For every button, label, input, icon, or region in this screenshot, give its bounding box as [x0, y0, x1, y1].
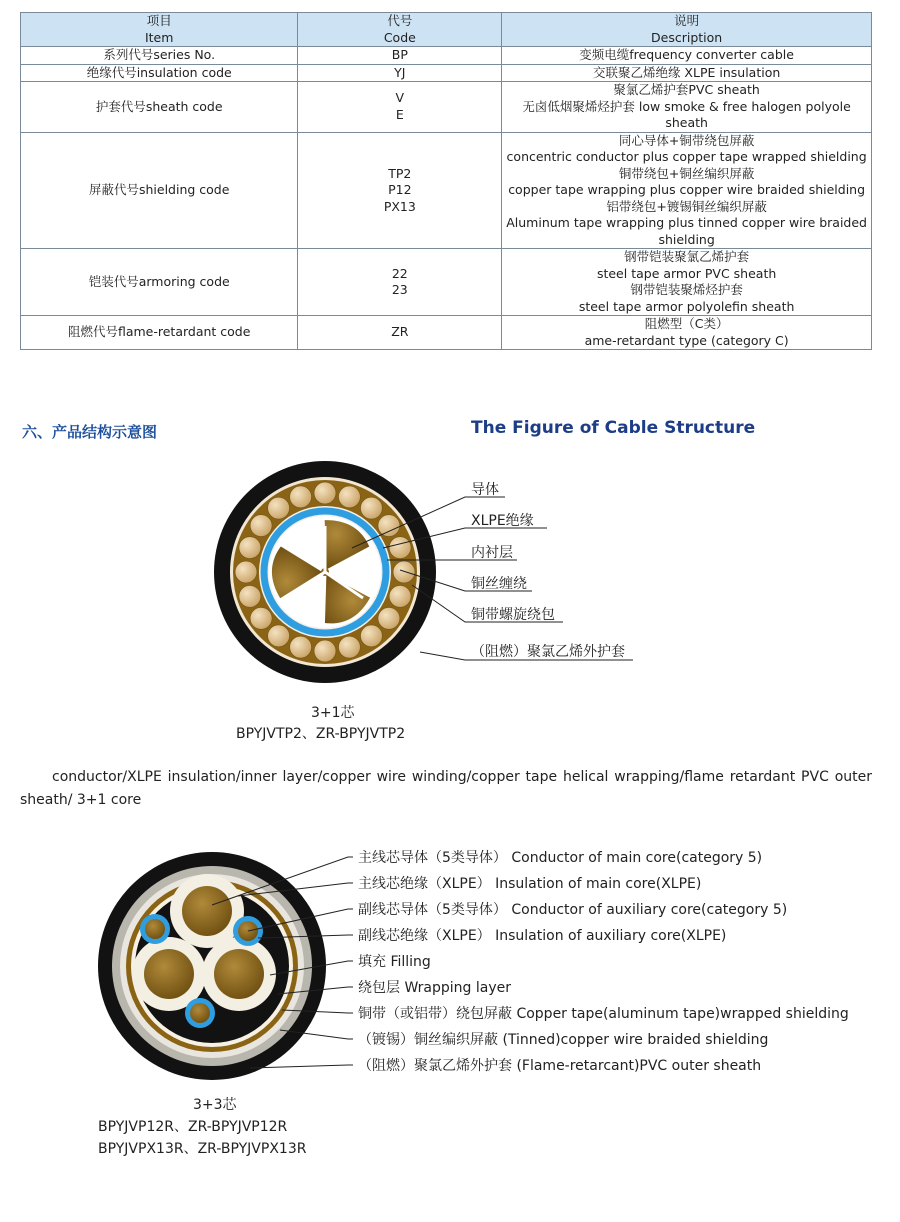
fig1-label-xlpe: XLPE绝缘	[471, 513, 534, 529]
fig2-label-wrapping: 绕包层 Wrapping layer	[358, 980, 511, 996]
cable-cross-section-2	[98, 852, 326, 1080]
copper-wire	[389, 585, 411, 607]
row-code: 22 23	[298, 249, 502, 316]
copper-wire	[239, 537, 261, 559]
row-description: 阻燃型（C类） ame-retardant type (category C)	[502, 316, 872, 350]
row-description: 聚氯乙烯护套PVC sheath 无卤低烟聚烯烃护套 low smoke & free halogen polyole sheath	[502, 82, 872, 133]
fig2-label-tape-shield: 铜带（或铝带）绕包屏蔽 Copper tape(aluminum tape)wrapped shielding	[358, 1006, 849, 1022]
aux-core-conductor-c	[190, 1003, 210, 1023]
copper-wire	[235, 561, 257, 583]
row-code: YJ	[298, 64, 502, 82]
row-item: 绝缘代号insulation code	[21, 64, 298, 82]
row-description: 钢带铠装聚氯乙烯护套 steel tape armor PVC sheath 钢带铠装聚烯烃护套 steel tape armor polyolefin sheath	[502, 249, 872, 316]
fig1-label-conductor: 导体	[471, 482, 499, 498]
copper-wire	[268, 625, 290, 647]
fig1-model-caption: BPYJVTP2、ZR-BPYJVTP2	[236, 726, 406, 742]
copper-wire	[360, 625, 382, 647]
section-title-cn: 六、产品结构示意图	[22, 423, 158, 441]
copper-wire	[239, 585, 261, 607]
row-description: 同心导体+铜带绕包屏蔽 concentric conductor plus copper tape wrapped shielding 铜带绕包+铜丝编织屏蔽 copper tape wrapping plus copper wire braided shielding 铝带绕包+镀锡铜丝编织屏蔽 Aluminum tape wrapping plus tinned copper wire braided shielding	[502, 132, 872, 249]
header-code-cn: 代号	[387, 13, 413, 28]
fig2-label-braided-shield: （镀锡）铜丝编织屏蔽 (Tinned)copper wire braided shielding	[358, 1032, 769, 1048]
main-core-conductor-c	[214, 949, 264, 999]
row-code: V E	[298, 82, 502, 133]
copper-wire	[250, 607, 272, 629]
cable-cross-section-1	[214, 461, 436, 683]
row-item: 护套代号sheath code	[21, 82, 298, 133]
row-code: ZR	[298, 316, 502, 350]
row-description: 变频电缆frequency converter cable	[502, 47, 872, 65]
fig1-label-copper-tape: 铜带螺旋绕包	[471, 607, 555, 623]
copper-wire	[268, 497, 290, 519]
fig2-model-caption-2: BPYJVPX13R、ZR-BPYJVPX13R	[98, 1141, 307, 1157]
copper-wire	[338, 636, 360, 658]
fig2-label-main-insulation: 主线芯绝缘（XLPE） Insulation of main core(XLPE)	[358, 876, 702, 892]
copper-wire	[290, 636, 312, 658]
header-description-cn: 说明	[674, 13, 700, 28]
row-item: 系列代号series No.	[21, 47, 298, 65]
aux-core-conductor-a	[145, 919, 165, 939]
header-description-en: Description	[651, 29, 723, 45]
fig1-core-caption: 3+1芯	[311, 705, 355, 721]
copper-wire	[389, 537, 411, 559]
fig2-label-aux-conductor: 副线芯导体（5类导体） Conductor of auxiliary core(category 5)	[358, 902, 788, 918]
fig2-label-aux-insulation: 副线芯绝缘（XLPE） Insulation of auxiliary core(XLPE)	[358, 928, 727, 944]
fig1-description: conductor/XLPE insulation/inner layer/copper wire winding/copper tape helical wrapping/flame retardant PVC outer sheath/ 3+1 core	[20, 769, 872, 808]
row-description: 交联聚乙烯绝缘 XLPE insulation	[502, 64, 872, 82]
copper-wire	[250, 515, 272, 537]
fig2-model-caption-1: BPYJVP12R、ZR-BPYJVP12R	[98, 1119, 288, 1135]
fig1-label-inner-layer: 内衬层	[471, 545, 513, 561]
header-item-en: Item	[144, 29, 174, 45]
row-code: BP	[298, 47, 502, 65]
copper-wire	[393, 561, 415, 583]
fig1-label-outer-sheath: （阻燃）聚氯乙烯外护套	[471, 644, 625, 660]
fig2-label-filling: 填充 Filling	[358, 954, 431, 970]
row-code: TP2 P12 PX13	[298, 132, 502, 249]
section-title-en: The Figure of Cable Structure	[471, 418, 756, 438]
fig2-label-main-conductor: 主线芯导体（5类导体） Conductor of main core(category 5)	[358, 850, 763, 866]
copper-wire	[360, 497, 382, 519]
fig2-label-outer-sheath: （阻燃）聚氯乙烯外护套 (Flame-retarcant)PVC outer sheath	[358, 1058, 762, 1074]
copper-wire	[314, 640, 336, 662]
row-item: 屏蔽代号shielding code	[21, 132, 298, 249]
header-code-en: Code	[383, 29, 416, 45]
fig2-core-caption: 3+3芯	[193, 1097, 237, 1113]
main-core-conductor-b	[144, 949, 194, 999]
copper-wire	[338, 486, 360, 508]
copper-wire	[378, 515, 400, 537]
copper-wire	[314, 482, 336, 504]
header-item-cn: 项目	[146, 13, 172, 28]
main-core-conductor-a	[182, 886, 232, 936]
row-item: 阻燃代号flame-retardant code	[21, 316, 298, 350]
fig1-label-copper-wire: 铜丝缠绕	[471, 576, 527, 592]
copper-wire	[378, 607, 400, 629]
copper-wire	[290, 486, 312, 508]
row-item: 铠装代号armoring code	[21, 249, 298, 316]
